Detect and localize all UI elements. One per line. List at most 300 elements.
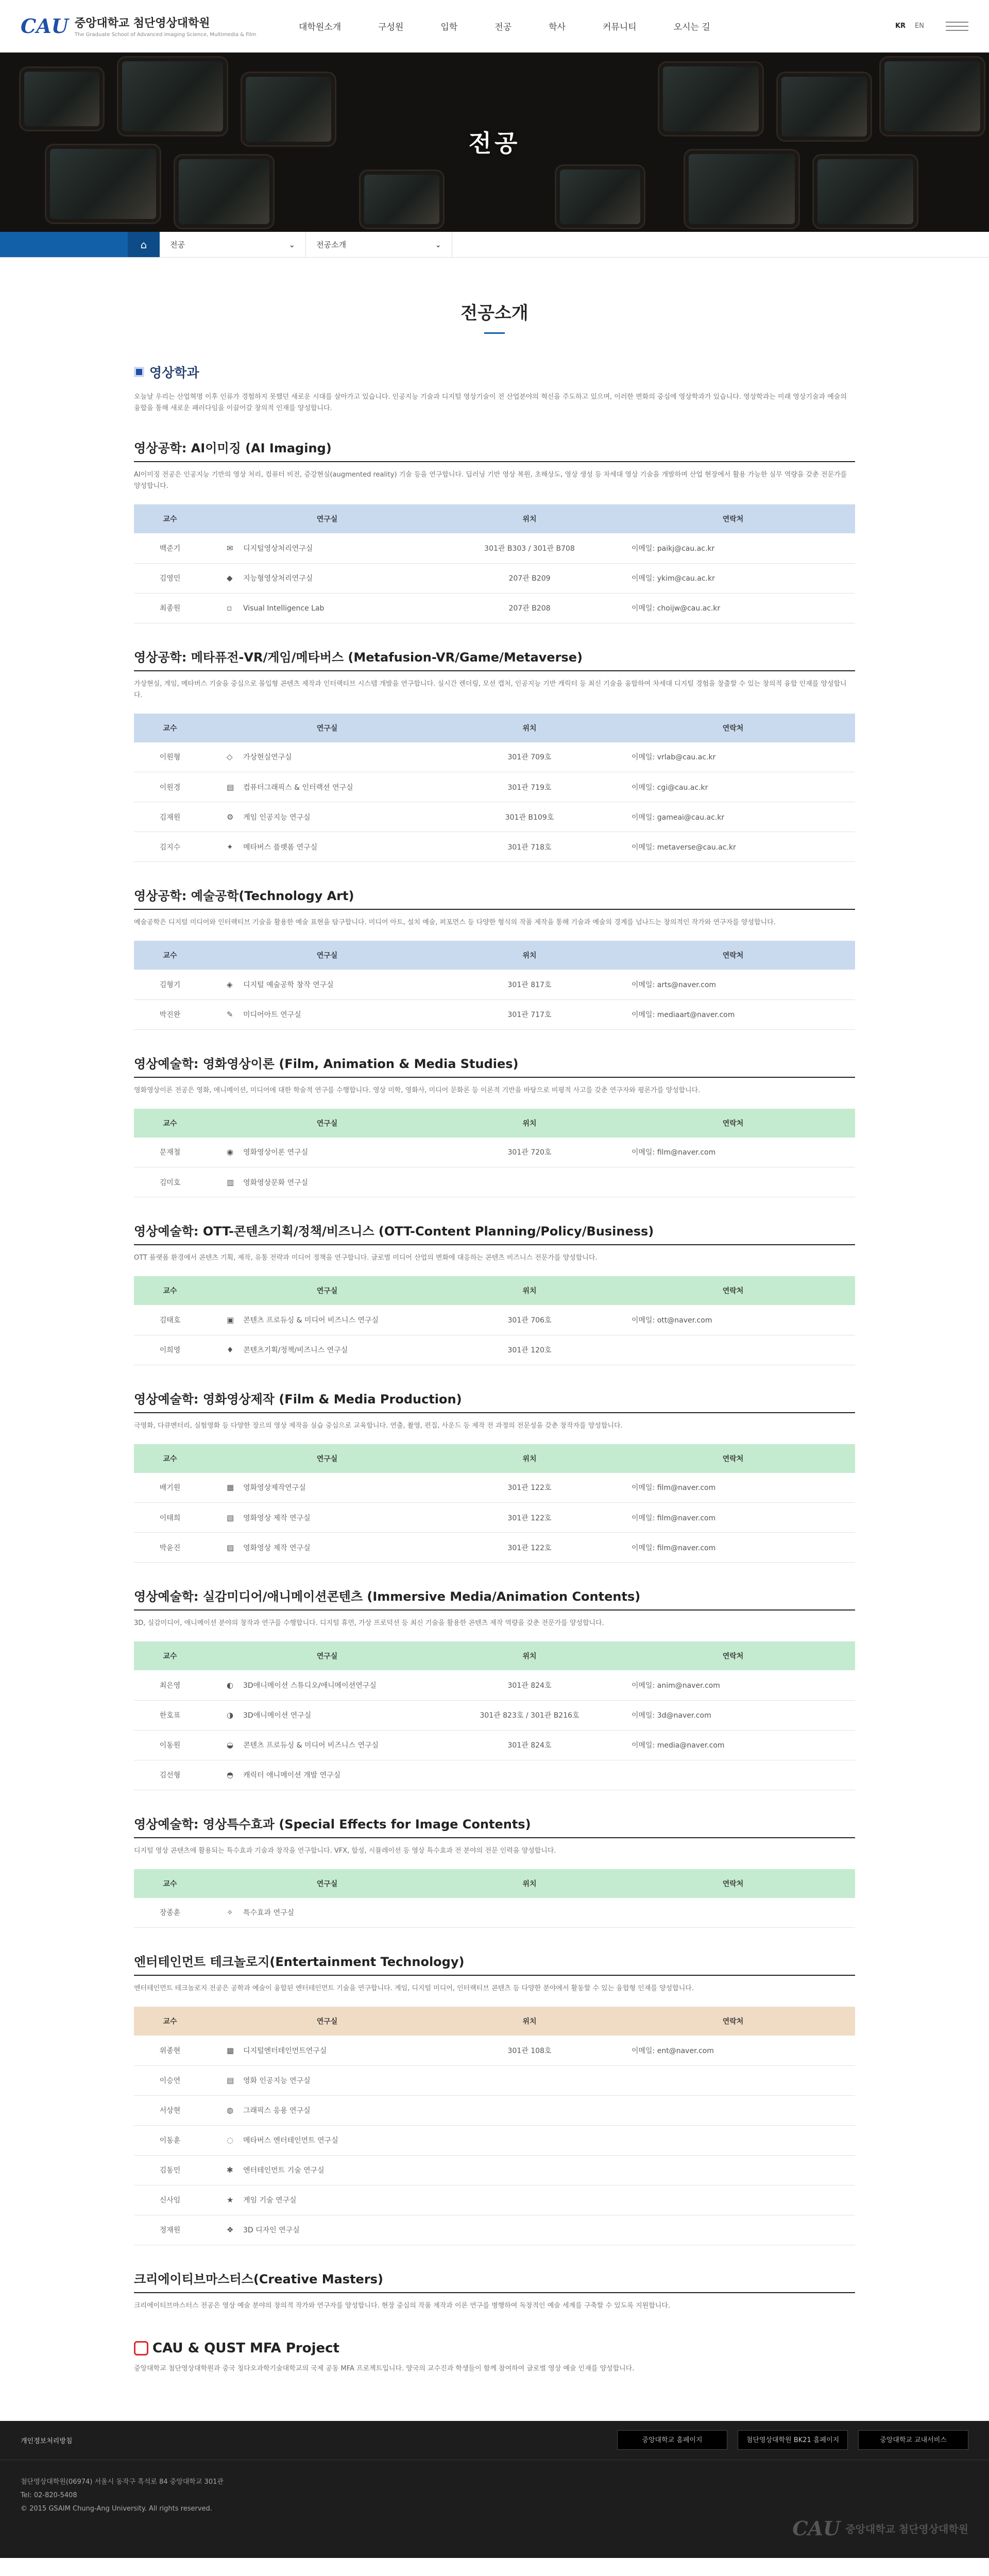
contact-email[interactable]: 이메일: gameai@cau.ac.kr bbox=[611, 802, 855, 832]
table-header: 위치 bbox=[448, 714, 611, 742]
major-section bbox=[134, 438, 855, 623]
nav-item[interactable]: 커뮤니티 bbox=[602, 22, 637, 32]
professor-name: 백준기 bbox=[134, 533, 206, 563]
lab-location: 301관 706호 bbox=[448, 1305, 611, 1335]
lab-cell bbox=[206, 2155, 448, 2185]
professor-name: 배기원 bbox=[134, 1473, 206, 1503]
lab-icon: ★ bbox=[227, 2195, 234, 2205]
logo-title: 중앙대학교 첨단영상대학원 bbox=[74, 17, 210, 30]
lab-cell bbox=[206, 832, 448, 862]
lab-name: 영화영상 제작 연구실 bbox=[243, 1514, 311, 1522]
table-row bbox=[134, 742, 855, 772]
professor-name: 이동훈 bbox=[134, 2125, 206, 2155]
table-row bbox=[134, 999, 855, 1029]
table-header: 위치 bbox=[448, 2007, 611, 2036]
table-row bbox=[134, 1533, 855, 1563]
lab-cell bbox=[206, 1670, 448, 1700]
footer-tel: Tel: 02-820-5408 bbox=[21, 2491, 77, 2499]
lab-name: 지능형영상처리연구실 bbox=[243, 574, 313, 583]
lab-cell bbox=[206, 1167, 448, 1197]
major-section bbox=[134, 1389, 855, 1563]
lab-location bbox=[448, 1760, 611, 1790]
major-desc: OTT 플랫폼 환경에서 콘텐츠 기획, 제작, 유통 전략과 미디어 정책을 연구합니다. 글로벌 미디어 산업의 변화에 대응하는 콘텐츠 비즈니스 전문가를 양성합니다. bbox=[134, 1254, 598, 1262]
lab-name: 디지털엔터테인먼트연구실 bbox=[243, 2046, 327, 2055]
mfa-logo-icon bbox=[134, 2341, 148, 2355]
lab-name: 3D애니메이션 연구실 bbox=[243, 1711, 312, 1720]
lab-location bbox=[448, 2065, 611, 2095]
table-header-row bbox=[134, 1109, 855, 1138]
major-section bbox=[134, 1952, 855, 2245]
professor-name: 한호표 bbox=[134, 1700, 206, 1730]
contact-email[interactable]: 이메일: film@naver.com bbox=[611, 1138, 855, 1167]
lab-name: Visual Intelligence Lab bbox=[243, 604, 325, 613]
lab-location bbox=[448, 2215, 611, 2245]
major-title: 영상예술학: 영상특수효과 (Special Effects for Image Contents) bbox=[134, 1814, 855, 1838]
contact-email[interactable]: 이메일: cgi@cau.ac.kr bbox=[611, 772, 855, 802]
contact-email[interactable] bbox=[611, 2215, 855, 2245]
logo-mark: CAU bbox=[21, 14, 69, 38]
faculty-table bbox=[134, 1869, 855, 1928]
table-header: 교수 bbox=[134, 504, 206, 533]
contact-email[interactable]: 이메일: ykim@cau.ac.kr bbox=[611, 563, 855, 593]
nav-item[interactable]: 구성원 bbox=[378, 22, 404, 32]
site-footer bbox=[0, 2421, 989, 2558]
lab-icon: ✦ bbox=[227, 842, 233, 852]
lab-icon: ◉ bbox=[227, 1147, 234, 1157]
lab-cell bbox=[206, 563, 448, 593]
lab-icon: ◐ bbox=[227, 1680, 234, 1690]
lab-icon: ◇ bbox=[227, 752, 233, 762]
chevron-down-icon: ⌄ bbox=[288, 240, 295, 249]
table-row bbox=[134, 1305, 855, 1335]
contact-email[interactable] bbox=[611, 2185, 855, 2215]
lab-icon: ◑ bbox=[227, 1710, 234, 1720]
lab-icon: ♦ bbox=[227, 1345, 234, 1354]
table-row bbox=[134, 1138, 855, 1167]
content bbox=[134, 299, 855, 2375]
table-header: 위치 bbox=[448, 1641, 611, 1670]
lab-location: 207관 B208 bbox=[448, 593, 611, 623]
lab-name: 콘텐츠기획/정책/비즈니스 연구실 bbox=[243, 1346, 348, 1354]
lab-cell bbox=[206, 742, 448, 772]
lab-location: 301관 720호 bbox=[448, 1138, 611, 1167]
table-header-row bbox=[134, 1641, 855, 1670]
table-row bbox=[134, 1167, 855, 1197]
lab-icon: ◓ bbox=[227, 1770, 234, 1780]
lab-cell bbox=[206, 2215, 448, 2245]
table-row bbox=[134, 970, 855, 999]
major-section bbox=[134, 1586, 855, 1790]
lab-location bbox=[448, 1167, 611, 1197]
footer-site-button[interactable]: 중앙대학교 교내서비스 bbox=[858, 2430, 968, 2450]
major-title: 영상예술학: 영화영상이론 (Film, Animation & Media Studies) bbox=[134, 1054, 855, 1078]
table-row bbox=[134, 2125, 855, 2155]
table-row bbox=[134, 832, 855, 862]
lab-location: 301관 719호 bbox=[448, 772, 611, 802]
table-row bbox=[134, 2155, 855, 2185]
lab-name: 영화영상제작연구실 bbox=[243, 1484, 306, 1493]
table-header-row bbox=[134, 714, 855, 742]
table-header: 연락처 bbox=[611, 1276, 855, 1305]
lab-cell bbox=[206, 999, 448, 1029]
contact-email[interactable]: 이메일: ott@naver.com bbox=[611, 1305, 855, 1335]
table-header: 연구실 bbox=[206, 941, 448, 970]
contact-email[interactable] bbox=[611, 2155, 855, 2185]
lab-name: 영화영상 제작 연구실 bbox=[243, 1544, 311, 1552]
major-section bbox=[134, 1221, 855, 1365]
visual-title: 전공 bbox=[468, 129, 521, 157]
footer-address: 첨단영상대학원(06974) 서울시 동작구 흑석로 84 중앙대학교 301관 bbox=[21, 2478, 224, 2486]
lab-cell bbox=[206, 1473, 448, 1503]
table-header: 교수 bbox=[134, 2007, 206, 2036]
lab-icon: ▫ bbox=[227, 603, 232, 613]
table-header-row bbox=[134, 504, 855, 533]
lab-icon: ◈ bbox=[227, 979, 233, 989]
mfa-section bbox=[134, 2341, 855, 2375]
table-row bbox=[134, 1670, 855, 1700]
lab-name: 영화영상문화 연구실 bbox=[243, 1178, 309, 1187]
lab-icon: ◒ bbox=[227, 1740, 234, 1750]
table-header: 연구실 bbox=[206, 504, 448, 533]
dept-title: 영상학과 bbox=[134, 363, 855, 381]
professor-name: 이원경 bbox=[134, 772, 206, 802]
table-header: 연락처 bbox=[611, 1109, 855, 1138]
professor-name: 이태희 bbox=[134, 1503, 206, 1533]
professor-name: 최종원 bbox=[134, 593, 206, 623]
faculty-table bbox=[134, 1109, 855, 1198]
lab-location: 301관 824호 bbox=[448, 1670, 611, 1700]
professor-name: 김형기 bbox=[134, 970, 206, 999]
contact-email[interactable]: 이메일: media@naver.com bbox=[611, 1730, 855, 1760]
lab-name: 영화 인공지능 연구실 bbox=[243, 2077, 311, 2085]
lab-icon: ✧ bbox=[227, 1908, 233, 1918]
contact-email[interactable]: 이메일: arts@naver.com bbox=[611, 970, 855, 999]
table-row bbox=[134, 1473, 855, 1503]
lab-location: 301관 B303 / 301관 B708 bbox=[448, 533, 611, 563]
lab-location bbox=[448, 2095, 611, 2125]
lab-location bbox=[448, 2125, 611, 2155]
lab-cell bbox=[206, 2065, 448, 2095]
lab-location: 301관 122호 bbox=[448, 1533, 611, 1563]
lab-icon: ▤ bbox=[227, 782, 234, 792]
contact-email[interactable]: 이메일: mediaart@naver.com bbox=[611, 999, 855, 1029]
table-header: 연구실 bbox=[206, 1109, 448, 1138]
table-header: 연구실 bbox=[206, 1641, 448, 1670]
lab-cell bbox=[206, 2095, 448, 2125]
lab-icon: ✱ bbox=[227, 2165, 233, 2175]
table-row bbox=[134, 1700, 855, 1730]
faculty-table bbox=[134, 504, 855, 623]
lab-location: 301관 122호 bbox=[448, 1473, 611, 1503]
page-title: 전공소개 bbox=[134, 299, 855, 334]
contact-email[interactable]: 이메일: 3d@naver.com bbox=[611, 1700, 855, 1730]
professor-name: 신사임 bbox=[134, 2185, 206, 2215]
lab-icon: ⚙ bbox=[227, 812, 234, 822]
util-bar bbox=[895, 22, 968, 31]
table-header: 위치 bbox=[448, 1444, 611, 1473]
professor-name: 김재원 bbox=[134, 802, 206, 832]
professor-name: 김동민 bbox=[134, 2155, 206, 2185]
menu-icon[interactable] bbox=[946, 22, 968, 31]
table-header-row bbox=[134, 1444, 855, 1473]
contact-email[interactable]: 이메일: anim@naver.com bbox=[611, 1670, 855, 1700]
lab-icon: ◍ bbox=[227, 2106, 234, 2115]
table-header: 위치 bbox=[448, 941, 611, 970]
professor-name: 이승연 bbox=[134, 2065, 206, 2095]
lab-name: 특수효과 연구실 bbox=[243, 1909, 295, 1918]
table-header: 연구실 bbox=[206, 714, 448, 742]
table-header: 위치 bbox=[448, 1276, 611, 1305]
lab-cell bbox=[206, 1730, 448, 1760]
lab-icon: ◆ bbox=[227, 573, 233, 583]
lab-location bbox=[448, 1898, 611, 1928]
table-header-row bbox=[134, 941, 855, 970]
lab-cell bbox=[206, 2036, 448, 2065]
major-title: 영상예술학: 실감미디어/애니메이션콘텐츠 (Immersive Media/Animation Contents) bbox=[134, 1586, 855, 1611]
contact-email[interactable] bbox=[611, 2095, 855, 2125]
faculty-table bbox=[134, 941, 855, 1030]
professor-name: 김선형 bbox=[134, 1760, 206, 1790]
footer-logo-title: 중앙대학교 첨단영상대학원 bbox=[845, 2522, 968, 2535]
table-header: 연구실 bbox=[206, 1444, 448, 1473]
professor-name: 이희영 bbox=[134, 1335, 206, 1365]
table-header: 연락처 bbox=[611, 1444, 855, 1473]
faculty-table bbox=[134, 714, 855, 862]
professor-name: 최은영 bbox=[134, 1670, 206, 1700]
contact-email[interactable]: 이메일: choijw@cau.ac.kr bbox=[611, 593, 855, 623]
lang-en[interactable]: EN bbox=[915, 22, 924, 30]
lab-icon: ▨ bbox=[227, 1543, 234, 1552]
lab-name: 3D애니메이션 스튜디오/애니메이션연구실 bbox=[243, 1681, 377, 1690]
lab-cell bbox=[206, 1335, 448, 1365]
lab-name: 미디어아트 연구실 bbox=[243, 1011, 301, 1019]
major-section bbox=[134, 647, 855, 862]
location-bar bbox=[0, 232, 989, 258]
lab-location: 301관 817호 bbox=[448, 970, 611, 999]
table-row bbox=[134, 2185, 855, 2215]
contact-email[interactable]: 이메일: film@naver.com bbox=[611, 1533, 855, 1563]
professor-name: 김지수 bbox=[134, 832, 206, 862]
lab-location: 301관 823호 / 301관 B216호 bbox=[448, 1700, 611, 1730]
lab-location: 301관 718호 bbox=[448, 832, 611, 862]
table-header: 교수 bbox=[134, 1444, 206, 1473]
lab-name: 콘텐츠 프로듀싱 & 미디어 비즈니스 연구실 bbox=[243, 1316, 379, 1325]
major-desc: 디지털 영상 콘텐츠에 활용되는 특수효과 기술과 창작을 연구합니다. VFX, 합성, 시뮬레이션 등 영상 특수효과 전 분야의 전문 인력을 양성합니다. bbox=[134, 1846, 556, 1855]
footer-site-button[interactable]: 중앙대학교 홈페이지 bbox=[617, 2430, 727, 2450]
major-desc: 크리에이티브마스터스 전공은 영상 예술 분야의 창의적 작가와 연구자를 양성합니다. 현장 중심의 작품 제작과 이론 연구를 병행하여 독창적인 예술 세계를 구축할 수 있도록 지원합니다. bbox=[134, 2301, 671, 2310]
professor-name: 김태호 bbox=[134, 1305, 206, 1335]
major-title: 엔터테인먼트 테크놀로지(Entertainment Technology) bbox=[134, 1952, 855, 1976]
lab-name: 3D 디자인 연구실 bbox=[243, 2226, 300, 2234]
table-header: 연구실 bbox=[206, 1869, 448, 1898]
mfa-title: CAU & QUST MFA Project bbox=[152, 2340, 339, 2356]
lab-name: 엔터테인먼트 기술 연구실 bbox=[243, 2166, 325, 2175]
lab-icon: ▩ bbox=[227, 2045, 234, 2055]
table-row bbox=[134, 1898, 855, 1928]
major-desc: 영화영상이론 전공은 영화, 애니메이션, 미디어에 대한 학술적 연구를 수행합니다. 영상 미학, 영화사, 미디어 문화론 등 이론적 기반을 바탕으로 비평적 사고를 갖춘 연구자와 평론가를 양성합니다. bbox=[134, 1086, 701, 1094]
footer-logo-mark: CAU bbox=[792, 2516, 841, 2540]
nav-item[interactable]: 입학 bbox=[440, 22, 458, 32]
major-title: 영상공학: 메타퓨전-VR/게임/메타버스 (Metafusion-VR/Game/Metaverse) bbox=[134, 647, 855, 671]
professor-name: 박윤진 bbox=[134, 1533, 206, 1563]
lab-name: 컴퓨터그래픽스 & 인터랙션 연구실 bbox=[243, 783, 353, 792]
major-section bbox=[134, 2269, 855, 2312]
table-row bbox=[134, 1503, 855, 1533]
contact-email[interactable]: 이메일: ent@naver.com bbox=[611, 2036, 855, 2065]
footer-buttons bbox=[617, 2430, 968, 2450]
contact-email[interactable]: 이메일: film@naver.com bbox=[611, 1473, 855, 1503]
lab-icon: ✎ bbox=[227, 1010, 233, 1019]
table-header: 교수 bbox=[134, 1109, 206, 1138]
table-header: 교수 bbox=[134, 1869, 206, 1898]
lab-name: 디지털 예술공학 창작 연구실 bbox=[243, 980, 334, 989]
privacy-link[interactable]: 개인정보처리방침 bbox=[21, 2437, 73, 2445]
table-header: 위치 bbox=[448, 1109, 611, 1138]
table-row bbox=[134, 1730, 855, 1760]
lab-name: 메타버스 엔터테인먼트 연구실 bbox=[243, 2137, 338, 2145]
lab-location bbox=[448, 2155, 611, 2185]
table-header: 연락처 bbox=[611, 714, 855, 742]
lab-cell bbox=[206, 970, 448, 999]
lab-cell bbox=[206, 1533, 448, 1563]
lab-location: 301관 B109호 bbox=[448, 802, 611, 832]
major-desc: 예술공학은 디지털 미디어와 인터랙티브 기술을 활용한 예술 표현을 탐구합니다. 미디어 아트, 설치 예술, 퍼포먼스 등 다양한 형식의 작품 제작을 통해 기술과 예술의 경계를 넘나드는 창의적인 작가와 연구자를 양성합니다. bbox=[134, 919, 776, 926]
table-header: 연락처 bbox=[611, 1641, 855, 1670]
table-row bbox=[134, 772, 855, 802]
lab-name: 메타버스 플랫폼 연구실 bbox=[243, 843, 318, 852]
nav-item[interactable]: 대학원소개 bbox=[299, 22, 342, 32]
lab-icon: ▦ bbox=[227, 1483, 234, 1493]
professor-name: 김미호 bbox=[134, 1167, 206, 1197]
lab-icon: ❖ bbox=[227, 2225, 234, 2234]
table-row bbox=[134, 2095, 855, 2125]
contact-email[interactable] bbox=[611, 1898, 855, 1928]
major-section bbox=[134, 886, 855, 1030]
major-desc: 극영화, 다큐멘터리, 실험영화 등 다양한 장르의 영상 제작을 실습 중심으로 교육합니다. 연출, 촬영, 편집, 사운드 등 제작 전 과정의 전문성을 갖춘 창작자를 양성합니다. bbox=[134, 1421, 623, 1430]
lab-icon: ▤ bbox=[227, 2076, 234, 2085]
lab-icon: ▧ bbox=[227, 1513, 234, 1522]
professor-name: 이동원 bbox=[134, 1730, 206, 1760]
lab-location: 301관 717호 bbox=[448, 999, 611, 1029]
table-header: 위치 bbox=[448, 504, 611, 533]
major-section bbox=[134, 1814, 855, 1928]
table-row bbox=[134, 1760, 855, 1790]
table-header: 연락처 bbox=[611, 504, 855, 533]
nav-item[interactable]: 전공 bbox=[494, 22, 512, 32]
lab-cell bbox=[206, 1503, 448, 1533]
lang-kr[interactable]: KR bbox=[895, 22, 906, 30]
mfa-desc: 중앙대학교 첨단영상대학원과 중국 칭다오과학기술대학교의 국제 공동 MFA 프로젝트입니다. 양국의 교수진과 학생들이 함께 참여하여 글로벌 영상 예술 인재를 양성합니다. bbox=[134, 2364, 635, 2372]
table-header: 교수 bbox=[134, 941, 206, 970]
contact-email[interactable]: 이메일: vrlab@cau.ac.kr bbox=[611, 742, 855, 772]
lab-cell bbox=[206, 593, 448, 623]
professor-name: 박진완 bbox=[134, 999, 206, 1029]
lab-icon: ▥ bbox=[227, 1177, 234, 1187]
major-title: 영상공학: AI이미징 (AI Imaging) bbox=[134, 438, 855, 462]
table-row bbox=[134, 2065, 855, 2095]
lab-cell bbox=[206, 802, 448, 832]
location-depth2[interactable]: 전공소개 ⌄ bbox=[306, 232, 452, 257]
table-header-row bbox=[134, 1869, 855, 1898]
lab-cell bbox=[206, 1138, 448, 1167]
main-nav bbox=[299, 20, 895, 32]
contact-email[interactable]: 이메일: film@naver.com bbox=[611, 1503, 855, 1533]
table-header: 위치 bbox=[448, 1869, 611, 1898]
table-row bbox=[134, 2036, 855, 2065]
table-row bbox=[134, 2215, 855, 2245]
lab-name: 게임 인공지능 연구실 bbox=[243, 813, 311, 822]
home-icon[interactable]: ⌂ bbox=[128, 232, 160, 257]
lab-name: 콘텐츠 프로듀싱 & 미디어 비즈니스 연구실 bbox=[243, 1741, 379, 1750]
lab-cell bbox=[206, 1700, 448, 1730]
lab-location: 301관 824호 bbox=[448, 1730, 611, 1760]
lab-location: 301관 709호 bbox=[448, 742, 611, 772]
faculty-table bbox=[134, 1444, 855, 1563]
lab-cell bbox=[206, 2185, 448, 2215]
contact-email[interactable] bbox=[611, 1335, 855, 1365]
professor-name: 문재철 bbox=[134, 1138, 206, 1167]
professor-name: 위종현 bbox=[134, 2036, 206, 2065]
table-row bbox=[134, 593, 855, 623]
contact-email[interactable] bbox=[611, 2125, 855, 2155]
lab-location bbox=[448, 2185, 611, 2215]
major-desc: 3D, 실감미디어, 애니메이션 분야의 창작과 연구를 수행합니다. 디지털 휴먼, 가상 프로덕션 등 최신 기술을 활용한 콘텐츠 제작 역량을 갖춘 전문가를 양성합니다. bbox=[134, 1619, 604, 1627]
contact-email[interactable]: 이메일: paikj@cau.ac.kr bbox=[611, 533, 855, 563]
contact-email[interactable] bbox=[611, 1167, 855, 1197]
major-title: 크리에이티브마스터스(Creative Masters) bbox=[134, 2269, 855, 2293]
lab-location: 301관 120호 bbox=[448, 1335, 611, 1365]
contact-email[interactable]: 이메일: metaverse@cau.ac.kr bbox=[611, 832, 855, 862]
table-header: 교수 bbox=[134, 714, 206, 742]
major-sections bbox=[134, 438, 855, 2312]
lab-cell bbox=[206, 533, 448, 563]
lab-name: 그래픽스 응용 연구실 bbox=[243, 2107, 311, 2115]
major-title: 영상예술학: 영화영상제작 (Film & Media Production) bbox=[134, 1389, 855, 1413]
chevron-down-icon: ⌄ bbox=[435, 240, 441, 249]
lab-cell bbox=[206, 772, 448, 802]
professor-name: 김영민 bbox=[134, 563, 206, 593]
major-desc: 엔터테인먼트 테크놀로지 전공은 공학과 예술이 융합된 엔터테인먼트 기술을 연구합니다. 게임, 디지털 미디어, 인터랙티브 콘텐츠 등 다양한 분야에서 활동할 수 있는 융합형 인재를 양성합니다. bbox=[134, 1985, 694, 1992]
lab-name: 가상현실연구실 bbox=[243, 753, 292, 762]
footer-copyright: © 2015 GSAIM Chung-Ang University. All rights reserved. bbox=[21, 2504, 212, 2513]
site-logo[interactable] bbox=[21, 14, 278, 38]
professor-name: 서상현 bbox=[134, 2095, 206, 2125]
contact-email[interactable] bbox=[611, 2065, 855, 2095]
lab-cell bbox=[206, 1305, 448, 1335]
lab-location: 207관 B209 bbox=[448, 563, 611, 593]
nav-item[interactable]: 오시는 길 bbox=[673, 22, 710, 32]
table-header: 연구실 bbox=[206, 2007, 448, 2036]
table-header-row bbox=[134, 1276, 855, 1305]
lab-icon: ✉ bbox=[227, 543, 233, 553]
logo-subtitle: The Graduate School of Advanced Imaging Science, Multimedia & Film bbox=[74, 32, 257, 38]
contact-email[interactable] bbox=[611, 1760, 855, 1790]
table-row bbox=[134, 1335, 855, 1365]
lab-name: 게임 기술 연구실 bbox=[243, 2196, 297, 2205]
table-header: 교수 bbox=[134, 1641, 206, 1670]
square-icon bbox=[134, 367, 144, 377]
table-header: 연락처 bbox=[611, 941, 855, 970]
sub-visual bbox=[0, 53, 989, 232]
table-row bbox=[134, 802, 855, 832]
major-desc: AI이미징 전공은 인공지능 기반의 영상 처리, 컴퓨터 비전, 증강현실(augmented reality) 기술 등을 연구합니다. 딥러닝 기반 영상 복원, 초해상도, 영상 생성 등 차세대 영상 기술을 개발하며 산업 현장에서 활용 가능한 실무 역량을 갖춘 전문가를 양성합니다. bbox=[134, 471, 847, 490]
table-header-row bbox=[134, 2007, 855, 2036]
table-row bbox=[134, 563, 855, 593]
footer-site-button[interactable]: 첨단영상대학원 BK21 홈페이지 bbox=[738, 2430, 848, 2450]
location-depth1[interactable]: 전공 ⌄ bbox=[160, 232, 306, 257]
nav-item[interactable]: 학사 bbox=[549, 22, 566, 32]
professor-name: 이원형 bbox=[134, 742, 206, 772]
